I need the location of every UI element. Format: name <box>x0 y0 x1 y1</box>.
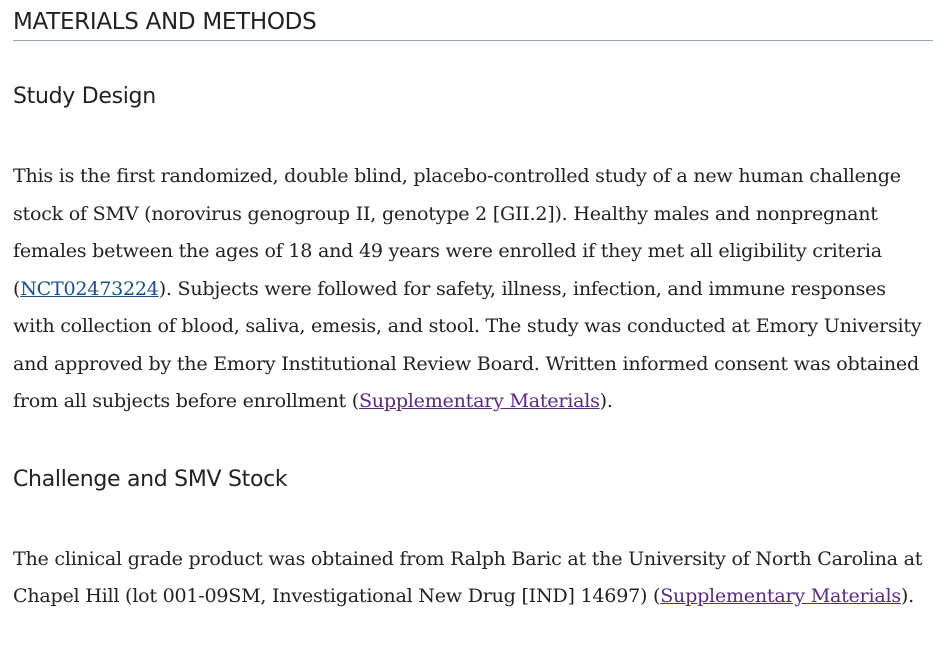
study-design-heading: Study Design <box>13 84 156 109</box>
article-section <box>13 0 933 615</box>
challenge-stock-text-1: The clinical grade product was obtained from Ralph Baric at the University of North Carolina at Chapel Hill (lot 001-09SM, Investigational New Drug [IND] 14697) ( <box>13 546 923 607</box>
challenge-stock-heading: Challenge and SMV Stock <box>13 466 288 492</box>
supplementary-materials-link[interactable]: Supplementary Materials <box>358 389 600 412</box>
challenge-stock-text-2: ). <box>900 584 914 607</box>
challenge-stock-paragraph <box>13 540 933 615</box>
section-title: MATERIALS AND METHODS <box>13 0 933 41</box>
study-design-paragraph <box>13 157 933 420</box>
supplementary-materials-link-2[interactable]: Supplementary Materials <box>660 584 901 607</box>
study-design-text-3: ). <box>599 389 613 412</box>
study-design-text-1: This is the first randomized, double blind, placebo-controlled study of a new human challenge stock of SMV (norovirus genogroup II, genotype 2 [GII.2]). Healthy males and nonpregnant females between the ages of 18 and 49 years were enrolled if they met all eligibility criteria ( <box>13 164 901 300</box>
study-design-text-2: ). Subjects were followed for safety, illness, infection, and immune responses with collection of blood, saliva, emesis, and stool. The study was conducted at Emory University and approved by the Emory Institutional Review Board. Written informed consent was obtained from all subjects before enrollment ( <box>13 276 922 412</box>
trial-registry-link[interactable]: NCT02473224 <box>20 276 159 300</box>
